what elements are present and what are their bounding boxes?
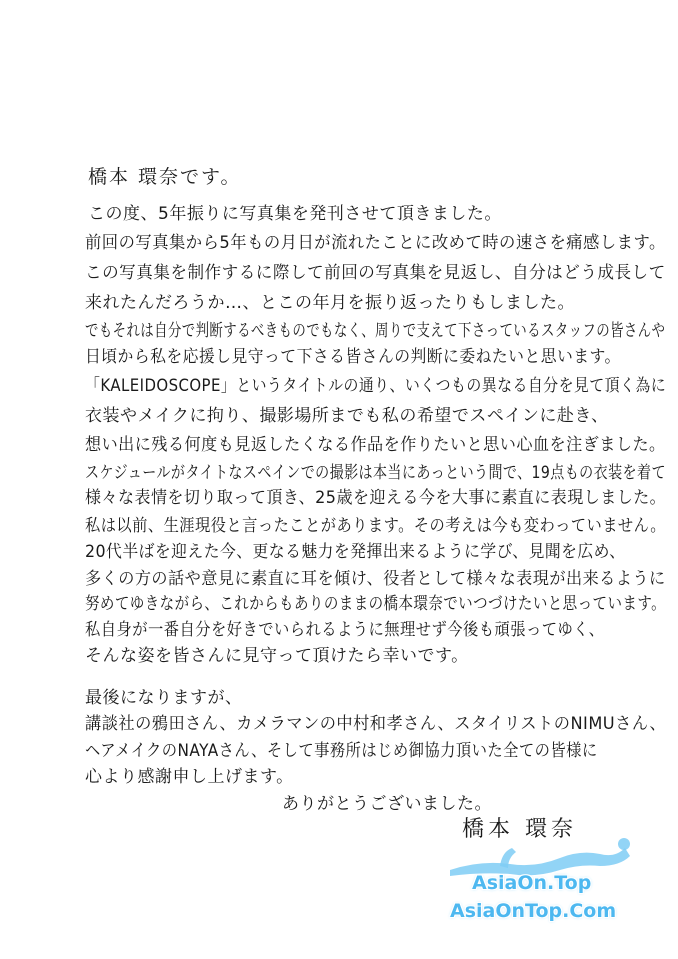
letter-line: ヘアメイクのNAYAさん、そして事務所はじめ御協力頂いた全ての皆様に	[85, 741, 598, 761]
letter-line: この度、5年振りに写真集を発刊させて頂きました。	[88, 204, 502, 224]
letter-line: 心より感謝申し上げます。	[85, 767, 294, 787]
watermark	[440, 830, 660, 940]
letter-line: でもそれは自分で判断するべきものでもなく、周りで支えて下さっているスタッフの皆さんや	[85, 321, 666, 341]
watermark-line-2: AsiaOnTop.Com	[450, 900, 617, 922]
letter-closing: ありがとうございました。	[282, 794, 492, 814]
letter-line: 来れたんだろうか…、とこの年月を振り返ったりもしました。	[85, 293, 575, 313]
letter-line: この写真集を制作するに際して前回の写真集を見返し、自分はどう成長して	[85, 263, 666, 283]
letter-line: 最後になりますが、	[85, 688, 243, 708]
letter-line: 日頃から私を応援し見守って下さる皆さんの判断に委ねたいと思います。	[85, 347, 621, 367]
letter-line: そんな姿を皆さんに見守って頂けたら幸いです。	[85, 646, 469, 666]
letter-greeting: 橋本 環奈です。	[88, 166, 242, 188]
letter-line: 想い出に残る何度も見返したくなる作品を作りたいと思い心血を注ぎました。	[85, 435, 666, 455]
letter-line: 前回の写真集から5年もの月日が流れたことに改めて時の速さを痛感します。	[85, 233, 666, 253]
letter-line: 多くの方の話や意見に素直に耳を傾け、役者として様々な表現が出来るように	[85, 569, 666, 589]
letter-line: スケジュールがタイトなスペインでの撮影は本当にあっという間で、19点もの衣装を着て	[85, 463, 666, 483]
watermark-line-1: AsiaOn.Top	[472, 872, 592, 894]
letter-line: 20代半ばを迎えた今、更なる魅力を発揮出来るように学び、見聞を広め、	[85, 542, 626, 562]
letter-line: 講談社の鴉田さん、カメラマンの中村和孝さん、スタイリストのNIMUさん、	[85, 714, 667, 734]
signature: 橋本 環奈	[462, 817, 577, 842]
letter-line: 私は以前、生涯現役と言ったことがあります。その考えは今も変わっていません。	[85, 516, 667, 536]
letter-line: 様々な表情を切り取って頂き、25歳を迎える今を大事に素直に表現しました。	[85, 488, 667, 508]
letter-line: 努めてゆきながら、これからもありのままの橋本環奈でいつづけたいと思っています。	[85, 594, 667, 614]
letter-line: 「KALEIDOSCOPE」というタイトルの通り、いくつもの異なる自分を見て頂く為に	[85, 376, 667, 396]
letter-line: 衣装やメイクに拘り、撮影場所までも私の希望でスペインに赴き、	[85, 406, 609, 426]
letter-line: 私自身が一番自分を好きでいられるように無理せず今後も頑張ってゆく、	[85, 620, 605, 640]
